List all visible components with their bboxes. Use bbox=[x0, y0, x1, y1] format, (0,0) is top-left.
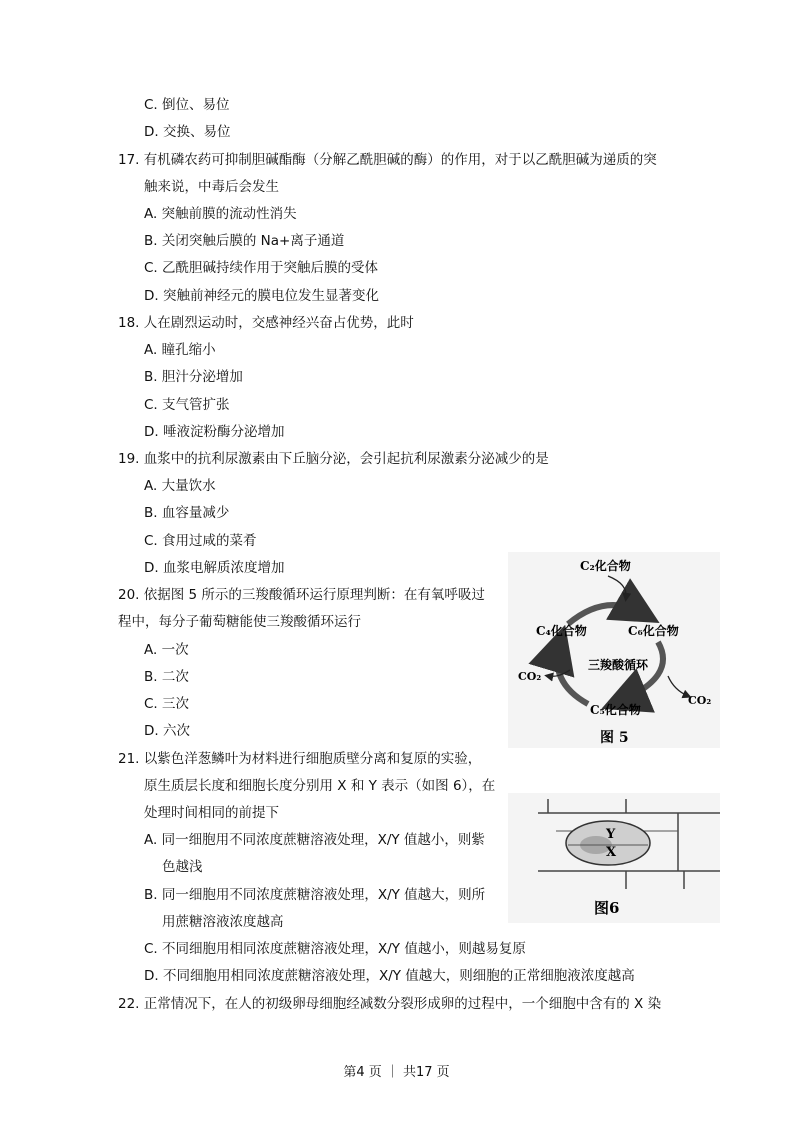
q17-stem-cont: 触来说，中毒后会发生 bbox=[144, 179, 279, 195]
c5-label: C₅化合物 bbox=[590, 703, 641, 717]
q20-stem-cont: 程中，每分子葡萄糖能使三羧酸循环运行 bbox=[118, 614, 361, 630]
q17-option-b: B. 关闭突触后膜的 Na+离子通道 bbox=[144, 233, 345, 249]
q16-option-d: D. 交换、易位 bbox=[144, 124, 231, 140]
q20-option-a: A. 一次 bbox=[144, 642, 189, 658]
q17-stem: 17. 有机磷农药可抑制胆碱酯酶（分解乙酰胆碱的酶）的作用，对于以乙酰胆碱为递质的突 bbox=[118, 152, 657, 168]
co2-left-label: CO₂ bbox=[518, 670, 542, 683]
q21-option-b-cont: 用蔗糖溶液浓度越高 bbox=[162, 914, 284, 930]
q17-option-a: A. 突触前膜的流动性消失 bbox=[144, 206, 297, 222]
q18-option-a: A. 瞳孔缩小 bbox=[144, 342, 216, 358]
q19-option-a: A. 大量饮水 bbox=[144, 478, 216, 494]
c4-label: C₄化合物 bbox=[536, 624, 587, 638]
q20-option-d: D. 六次 bbox=[144, 723, 190, 739]
q20-option-b: B. 二次 bbox=[144, 669, 189, 685]
q21-option-a: A. 同一细胞用不同浓度蔗糖溶液处理，X/Y 值越小，则紫 bbox=[144, 832, 485, 848]
q19-option-c: C. 食用过咸的菜肴 bbox=[144, 533, 257, 549]
q22-stem: 22. 正常情况下，在人的初级卵母细胞经减数分裂形成卵的过程中，一个细胞中含有的 X 染 bbox=[118, 996, 662, 1012]
figure-6-caption: 图6 bbox=[594, 899, 620, 917]
q17-option-d: D. 突触前神经元的膜电位发生显著变化 bbox=[144, 288, 379, 304]
c2-label: C₂化合物 bbox=[580, 559, 631, 573]
q21-stem: 21. 以紫色洋葱鳞叶为材料进行细胞质壁分离和复原的实验， bbox=[118, 751, 482, 767]
q18-option-c: C. 支气管扩张 bbox=[144, 397, 230, 413]
page-footer: 第4 页 ｜ 共17 页 bbox=[343, 1065, 450, 1080]
q21-option-d: D. 不同细胞用相同浓度蔗糖溶液处理，X/Y 值越大，则细胞的正常细胞液浓度越高 bbox=[144, 968, 635, 984]
q18-option-b: B. 胆汁分泌增加 bbox=[144, 369, 243, 385]
q19-option-b: B. 血容量减少 bbox=[144, 505, 230, 521]
c6-label: C₆化合物 bbox=[628, 624, 679, 638]
figure-5-caption: 图 5 bbox=[600, 730, 629, 746]
q18-option-d: D. 唾液淀粉酶分泌增加 bbox=[144, 424, 285, 440]
figure-5-background bbox=[508, 552, 720, 748]
co2-right-label: CO₂ bbox=[688, 694, 712, 707]
q20-stem: 20. 依据图 5 所示的三羧酸循环运行原理判断：在有氧呼吸过 bbox=[118, 587, 485, 603]
q16-option-c: C. 倒位、易位 bbox=[144, 97, 230, 113]
q21-option-a-cont: 色越浅 bbox=[162, 859, 203, 875]
x-label: X bbox=[606, 845, 617, 860]
q20-option-c: C. 三次 bbox=[144, 696, 190, 712]
q17-option-c: C. 乙酰胆碱持续作用于突触后膜的受体 bbox=[144, 260, 379, 276]
q19-stem: 19. 血浆中的抗利尿激素由下丘脑分泌，会引起抗利尿激素分泌减少的是 bbox=[118, 451, 549, 467]
cycle-label: 三羧酸循环 bbox=[588, 658, 649, 672]
figure-5-tca-cycle bbox=[508, 552, 720, 748]
q21-option-b: B. 同一细胞用不同浓度蔗糖溶液处理，X/Y 值越大，则所 bbox=[144, 887, 486, 903]
q21-stem-cont-1: 原生质层长度和细胞长度分别用 X 和 Y 表示（如图 6），在 bbox=[144, 778, 496, 794]
q19-option-d: D. 血浆电解质浓度增加 bbox=[144, 560, 285, 576]
q21-stem-cont-2: 处理时间相同的前提下 bbox=[144, 805, 279, 821]
q18-stem: 18. 人在剧烈运动时，交感神经兴奋占优势，此时 bbox=[118, 315, 414, 331]
figure-6-plant-cell bbox=[508, 793, 720, 923]
q21-option-c: C. 不同细胞用相同浓度蔗糖溶液处理，X/Y 值越小，则越易复原 bbox=[144, 941, 526, 957]
y-label: Y bbox=[606, 827, 616, 842]
